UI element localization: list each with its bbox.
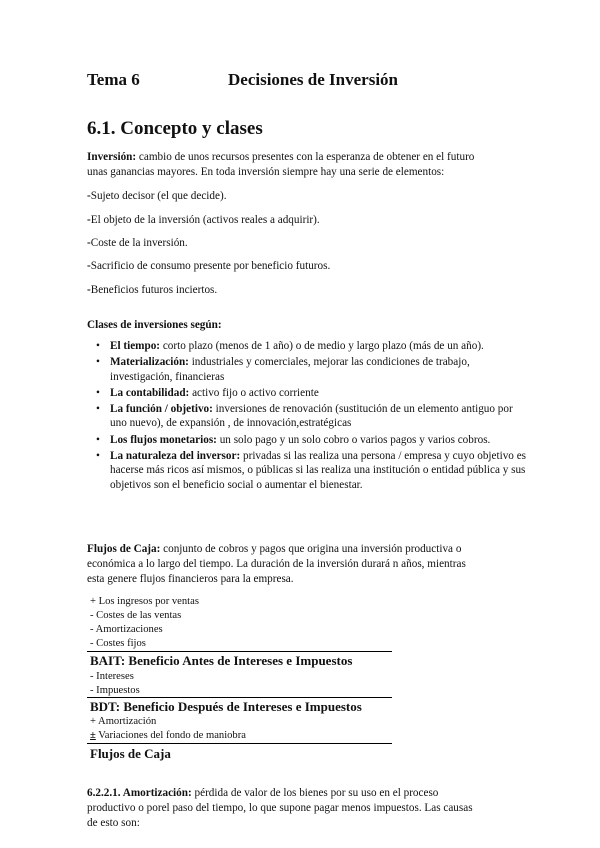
divider [87, 697, 392, 698]
calc-line: + Amortización [90, 716, 157, 727]
list-item: • Los flujos monetarios: un solo pago y un solo cobro o varios pagos y varios cobros. [96, 433, 491, 446]
element-item: -Beneficios futuros inciertos. [87, 284, 218, 296]
flujos-definition: Flujos de Caja: conjunto de cobros y pagos que origina una inversión productiva o económica a lo largo del tiempo. La duración de la inversión durará n años, mientras esta genere flujos financieros para la empresa. [87, 543, 466, 585]
bullet-icon: • [96, 403, 100, 416]
calc-line: ± Variaciones del fondo de maniobra [90, 730, 246, 741]
calc-line: - Impuestos [90, 685, 140, 696]
calc-line: - Intereses [90, 671, 134, 682]
inversion-definition [87, 150, 527, 180]
calc-line: + Los ingresos por ventas [90, 596, 199, 607]
clases-heading: Clases de inversiones según: [87, 319, 222, 331]
section-title: 6.1. Concepto y clases [87, 118, 263, 139]
element-item: -Sacrificio de consumo presente por beneficio futuros. [87, 260, 331, 272]
chapter-number: Tema 6 [87, 70, 140, 89]
calc-line: - Amortizaciones [90, 624, 163, 635]
chapter-title: Decisiones de Inversión [228, 70, 398, 89]
list-item: • La función / objetivo: inversiones de renovación (sustitución de un elemento antiguo por uno nuevo), de expansión , de innovación,estratégicas [96, 403, 513, 430]
element-item: -Sujeto decisor (el que decide). [87, 190, 227, 202]
divider [87, 743, 392, 744]
bullet-icon: • [96, 356, 100, 369]
bait-heading: BAIT: Beneficio Antes de Intereses e Impuestos [90, 653, 353, 668]
calc-line: - Costes fijos [90, 638, 146, 649]
flujos-heading: Flujos de Caja [90, 746, 171, 761]
element-item: -Coste de la inversión. [87, 237, 188, 249]
bullet-icon: • [96, 450, 100, 463]
divider [87, 651, 392, 652]
list-item: • La naturaleza del inversor: privadas si las realiza una persona / empresa y cuyo objetivo es hacerse más ricos así mismos, o públicas si las realiza una institución o entidad pública y sus objetivos son el beneficio social o aumentar el bienestar. [96, 450, 527, 491]
list-item: • La contabilidad: activo fijo o activo corriente [96, 386, 319, 399]
flujos-term: Flujos de Caja: [87, 543, 161, 555]
bullet-icon: • [96, 340, 100, 352]
list-item: • Materialización: industriales y comerciales, mejorar las condiciones de trabajo, investigación, financieras [96, 356, 470, 383]
clases-list [96, 339, 526, 494]
bdt-heading: BDT: Beneficio Después de Intereses e Impuestos [90, 699, 362, 714]
list-item: • El tiempo: corto plazo (menos de 1 año) o de medio y largo plazo (más de un año). [96, 340, 484, 352]
plus-minus-sign: ± [90, 730, 96, 741]
bullet-icon: • [96, 386, 100, 399]
inversion-line-1: cambio de unos recursos presentes con la esperanza de obtener en el futuro [136, 151, 475, 163]
bullet-icon: • [96, 433, 100, 446]
amortizacion-definition: 6.2.2.1. Amortización: pérdida de valor de los bienes por su uso en el proceso productivo o porel paso del tiempo, lo que supone pagar menos impuestos. Las causas de esto son: [87, 787, 473, 829]
inversion-line-2: unas ganancias mayores. En toda inversión siempre hay una serie de elementos: [87, 166, 445, 178]
amortizacion-term: 6.2.2.1. Amortización: [87, 787, 192, 799]
inversion-term: Inversión: [87, 151, 137, 163]
element-item: -El objeto de la inversión (activos reales a adquirir). [87, 214, 320, 226]
calc-line: - Costes de las ventas [90, 610, 182, 621]
